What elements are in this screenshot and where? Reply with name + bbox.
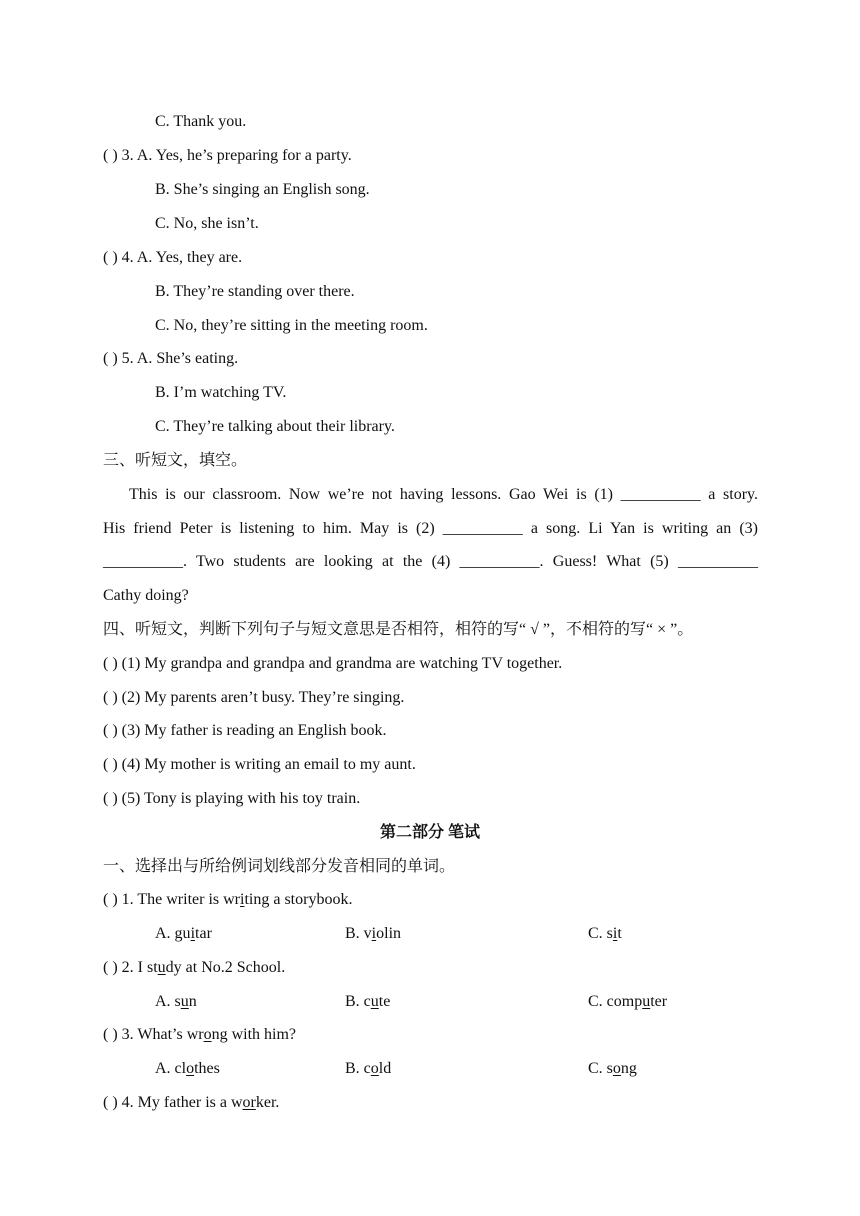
q5-option-c: C. They’re talking about their library. xyxy=(155,418,395,435)
part2-section1-heading: 一、选择出与所给例词划线部分发音相同的单词。 xyxy=(103,858,456,875)
passage-line-4: Cathy doing? xyxy=(103,587,189,604)
q3-option-b: B. She’s singing an English song. xyxy=(155,181,370,198)
section4-heading: 四、听短文，判断下列句子与短文意思是否相符，相符的写“ √ ”，不相符的写“ × ”。 xyxy=(103,621,694,638)
p2-q3-option-b: B. cold xyxy=(345,1060,392,1077)
q4-option-b: B. They’re standing over there. xyxy=(155,283,355,300)
underlined-letters: i xyxy=(240,891,245,908)
p2-q1-stem: ( ) 1. The writer is writing a storybook. xyxy=(103,891,353,908)
q2-option-c: C. Thank you. xyxy=(155,113,247,130)
p2-q3-stem: ( ) 3. What’s wrong with him? xyxy=(103,1026,297,1043)
q4-stem: ( ) 4. A. Yes, they are. xyxy=(103,249,243,266)
p2-q1-option-b: B. violin xyxy=(345,925,402,942)
q5-option-b: B. I’m watching TV. xyxy=(155,384,287,401)
p2-q2-option-b: B. cute xyxy=(345,993,391,1010)
passage-line-2: His friend Peter is listening to him. May is (2) __________ a song. Li Yan is writing an (3) xyxy=(103,520,758,537)
passage-line-3: __________. Two students are looking at the (4) __________. Guess! What (5) __________ xyxy=(103,553,758,570)
judge-item-5: ( ) (5) Tony is playing with his toy train. xyxy=(103,790,361,807)
p2-q1-option-c: C. sit xyxy=(588,925,622,942)
judge-item-2: ( ) (2) My parents aren’t busy. They’re singing. xyxy=(103,689,405,706)
p2-q1-option-a: A. guitar xyxy=(155,925,212,942)
q3-stem: ( ) 3. A. Yes, he’s preparing for a party. xyxy=(103,147,352,164)
p2-q2-option-a: A. sun xyxy=(155,993,197,1010)
section3-heading: 三、听短文，填空。 xyxy=(103,452,248,469)
p2-q3-option-c: C. song xyxy=(588,1060,637,1077)
p2-q2-option-c: C. computer xyxy=(588,993,668,1010)
judge-item-1: ( ) (1) My grandpa and grandpa and grandma are watching TV together. xyxy=(103,655,563,672)
q3-option-c: C. No, she isn’t. xyxy=(155,215,259,232)
p2-q2-stem: ( ) 2. I study at No.2 School. xyxy=(103,959,286,976)
passage-line-1: This is our classroom. Now we’re not having lessons. Gao Wei is (1) __________ a story. xyxy=(129,486,758,503)
p2-q4-stem: ( ) 4. My father is a worker. xyxy=(103,1094,280,1111)
judge-item-3: ( ) (3) My father is reading an English book. xyxy=(103,722,387,739)
q5-stem: ( ) 5. A. She’s eating. xyxy=(103,350,239,367)
part2-title: 第二部分 笔试 xyxy=(379,824,480,841)
q4-option-c: C. No, they’re sitting in the meeting room. xyxy=(155,317,428,334)
judge-item-4: ( ) (4) My mother is writing an email to my aunt. xyxy=(103,756,416,773)
p2-q3-option-a: A. clothes xyxy=(155,1060,220,1077)
